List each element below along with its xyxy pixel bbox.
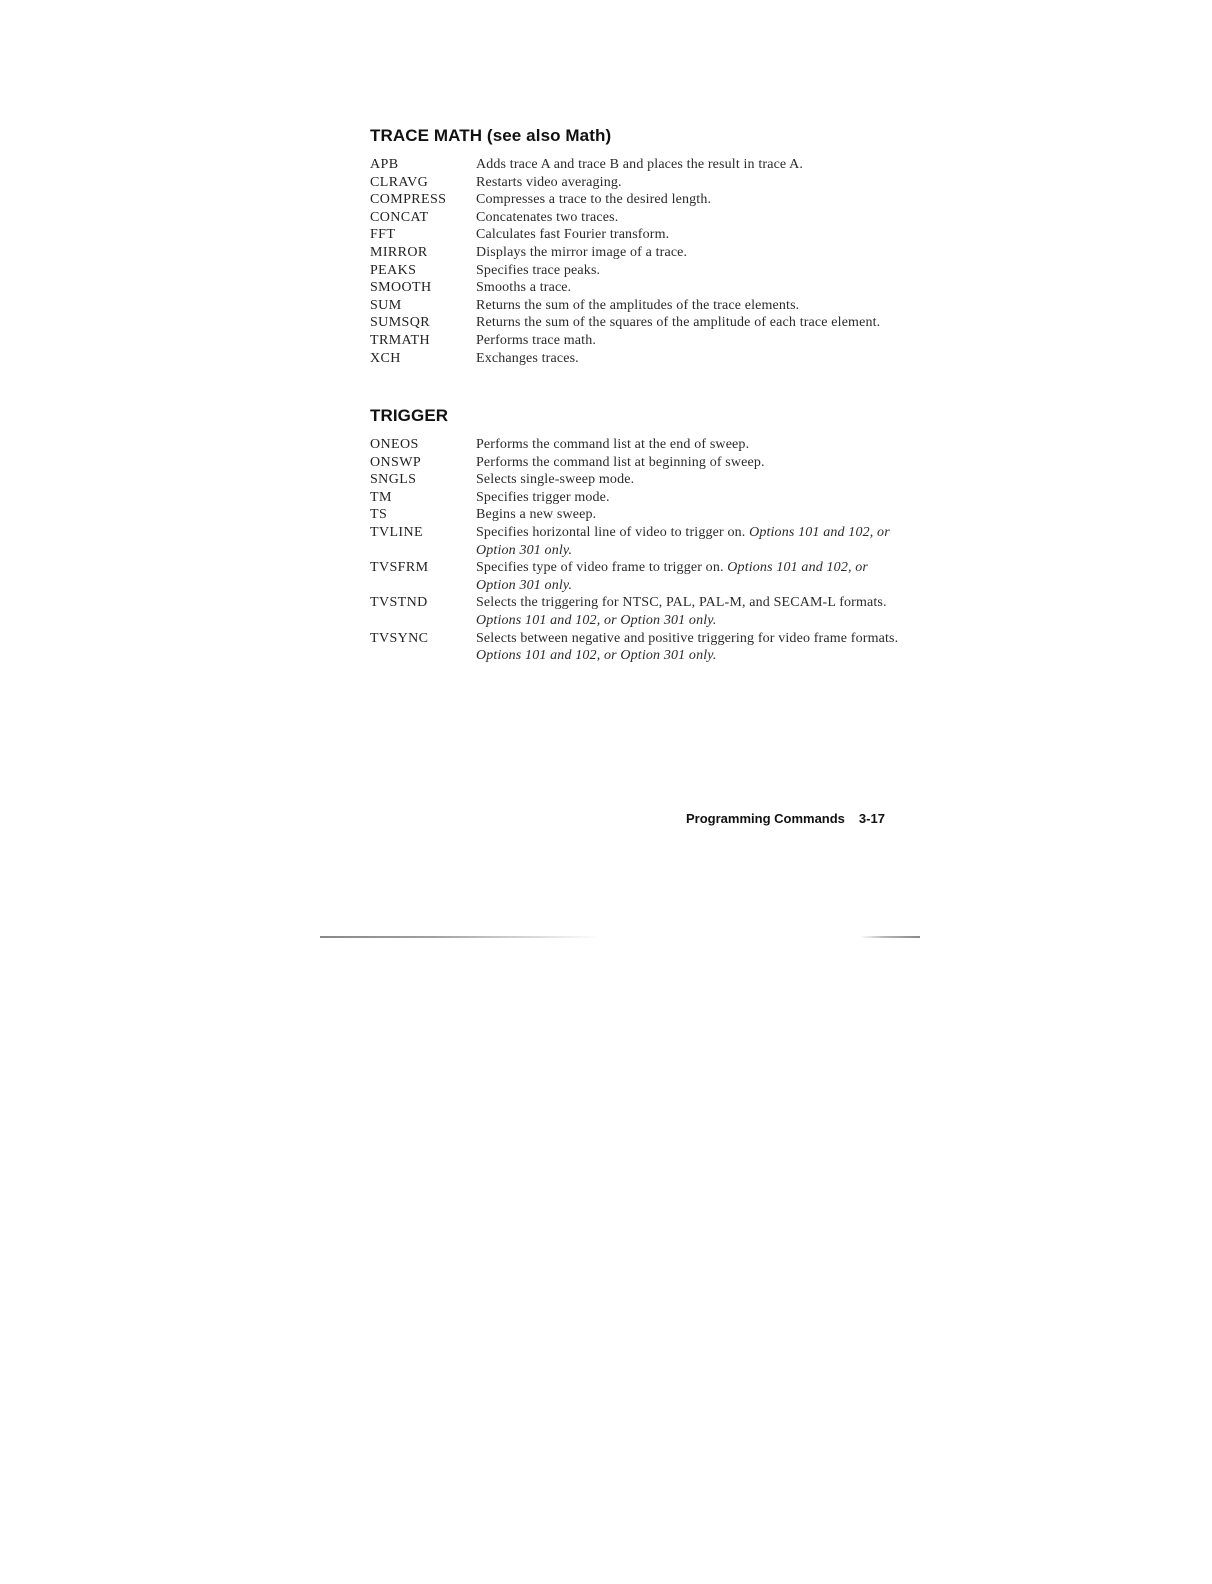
command-name: CLRAVG bbox=[370, 174, 429, 190]
footer-section-title: Programming Commands bbox=[686, 811, 845, 826]
command-row bbox=[370, 244, 900, 262]
command-option-note: Options 101 and 102, or Option 301 only. bbox=[476, 560, 869, 593]
command-description-text: Restarts video averaging. bbox=[476, 174, 622, 190]
command-description-text: Performs the command list at beginning of sweep. bbox=[476, 454, 765, 470]
command-row bbox=[370, 279, 900, 297]
command-description bbox=[476, 209, 900, 227]
command-description-text: Selects between negative and positive triggering for video frame formats. bbox=[476, 630, 899, 646]
command-description-text: Selects single-sweep mode. bbox=[476, 472, 635, 488]
command-description-text: Adds trace A and trace B and places the result in trace A. bbox=[476, 157, 804, 172]
command-name: TVSYNC bbox=[370, 630, 429, 646]
command-row bbox=[370, 332, 900, 350]
command-option-note: Options 101 and 102, or Option 301 only. bbox=[476, 612, 717, 628]
command-row bbox=[370, 350, 900, 368]
command-option-note: Options 101 and 102, or Option 301 only. bbox=[476, 524, 890, 558]
command-description bbox=[476, 174, 900, 192]
section-heading-trace-math: TRACE MATH (see also Math) bbox=[370, 126, 612, 145]
command-name: SUM bbox=[370, 297, 402, 313]
command-description bbox=[476, 297, 900, 315]
command-name: PEAKS bbox=[370, 262, 417, 278]
command-description-text: Begins a new sweep. bbox=[476, 507, 597, 523]
command-name: ONEOS bbox=[370, 437, 419, 452]
page-number: 3-17 bbox=[858, 811, 885, 826]
command-row bbox=[370, 436, 900, 454]
command-description-text: Displays the mirror image of a trace. bbox=[476, 244, 688, 260]
command-name: TM bbox=[370, 489, 392, 505]
command-row bbox=[370, 630, 900, 665]
command-description bbox=[476, 244, 900, 262]
command-row bbox=[370, 191, 900, 209]
command-name: MIRROR bbox=[370, 244, 428, 260]
command-option-note: Options 101 and 102, or Option 301 only. bbox=[476, 648, 717, 664]
command-name: XCH bbox=[370, 350, 401, 366]
command-description bbox=[476, 436, 900, 454]
command-description-text: Specifies trace peaks. bbox=[476, 262, 601, 278]
command-row bbox=[370, 209, 900, 227]
command-name: SMOOTH bbox=[370, 280, 432, 296]
command-name: SNGLS bbox=[370, 472, 417, 488]
command-description bbox=[476, 279, 900, 297]
command-name: TVSFRM bbox=[370, 560, 429, 576]
command-row bbox=[370, 506, 900, 524]
command-description-text: Specifies type of video frame to trigger on. bbox=[476, 560, 724, 576]
command-name: CONCAT bbox=[370, 209, 429, 225]
command-description-text: Returns the sum of the squares of the amplitude of each trace element. bbox=[476, 315, 881, 331]
scan-artifact-line-right bbox=[860, 936, 920, 938]
command-description-text: Smooths a trace. bbox=[476, 280, 572, 296]
command-row bbox=[370, 156, 900, 174]
command-name: TRMATH bbox=[370, 332, 430, 348]
command-description-text: Specifies trigger mode. bbox=[476, 489, 610, 505]
command-description-text: Performs trace math. bbox=[476, 332, 597, 348]
command-row bbox=[370, 226, 900, 244]
command-row bbox=[370, 594, 900, 629]
command-name: APB bbox=[370, 157, 399, 172]
command-description bbox=[476, 454, 900, 472]
command-name: SUMSQR bbox=[370, 315, 430, 331]
command-row bbox=[370, 524, 900, 559]
scan-artifact-line-left bbox=[320, 936, 600, 938]
command-description-text: Specifies horizontal line of video to trigger on. bbox=[476, 524, 746, 540]
command-description-text: Exchanges traces. bbox=[476, 350, 579, 366]
command-description bbox=[476, 156, 900, 174]
command-description bbox=[476, 524, 900, 559]
command-row bbox=[370, 454, 900, 472]
command-name: FFT bbox=[370, 227, 396, 243]
command-name: TVLINE bbox=[370, 524, 423, 540]
command-row bbox=[370, 559, 900, 594]
command-row bbox=[370, 297, 900, 315]
command-row bbox=[370, 471, 900, 489]
command-description bbox=[476, 471, 900, 489]
command-row bbox=[370, 489, 900, 507]
command-description-text: Calculates fast Fourier transform. bbox=[476, 227, 670, 243]
command-description bbox=[476, 332, 900, 350]
command-name: ONSWP bbox=[370, 454, 422, 470]
command-description bbox=[476, 350, 900, 368]
section-heading-trigger: TRIGGER bbox=[370, 406, 449, 425]
command-description-text: Concatenates two traces. bbox=[476, 209, 619, 225]
command-description-text: Performs the command list at the end of sweep. bbox=[476, 437, 750, 452]
command-description bbox=[476, 191, 900, 209]
command-description bbox=[476, 226, 900, 244]
command-name: TS bbox=[370, 507, 388, 523]
command-description bbox=[476, 559, 900, 594]
command-description-text: Returns the sum of the amplitudes of the trace elements. bbox=[476, 297, 800, 313]
page-footer bbox=[686, 811, 885, 826]
command-name: COMPRESS bbox=[370, 192, 447, 208]
command-description-text: Selects the triggering for NTSC, PAL, PAL-M, and SECAM-L formats. bbox=[476, 595, 887, 611]
command-row bbox=[370, 262, 900, 280]
command-name: TVSTND bbox=[370, 595, 428, 611]
command-description bbox=[476, 489, 900, 507]
command-description bbox=[476, 630, 900, 665]
command-row bbox=[370, 314, 900, 332]
command-row bbox=[370, 174, 900, 192]
trace-math-command-list bbox=[370, 156, 900, 367]
command-description bbox=[476, 262, 900, 280]
command-description bbox=[476, 314, 900, 332]
command-description-text: Compresses a trace to the desired length. bbox=[476, 192, 712, 208]
trigger-command-list bbox=[370, 436, 900, 665]
command-description bbox=[476, 594, 900, 629]
command-description bbox=[476, 506, 900, 524]
